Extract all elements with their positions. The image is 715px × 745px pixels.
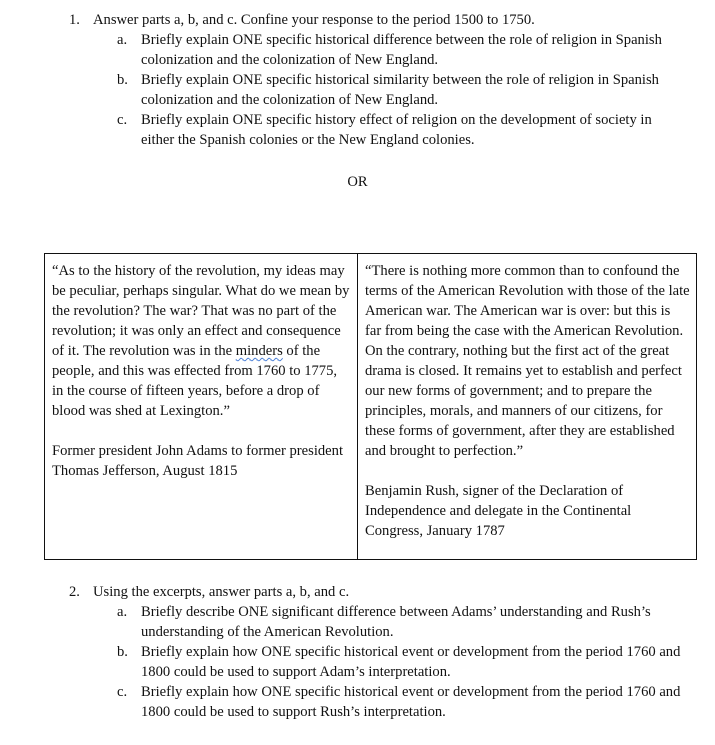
part-label: a. (117, 32, 128, 48)
part-text: Briefly explain how ONE specific historical event or development from the period 1760 and 1800 could be used to support Rush’s interpretation. (141, 684, 681, 720)
question-1-part-c (0, 110, 715, 150)
question-2-part-a (0, 602, 715, 642)
spellcheck-flagged-word[interactable]: minders (235, 343, 283, 359)
part-text: Briefly explain how ONE specific historical event or development from the period 1760 and 1800 could be used to support Adam’s interpretation. (141, 644, 681, 680)
excerpts-table (44, 253, 697, 560)
question-1-prompt (0, 10, 715, 30)
question-2 (0, 582, 715, 722)
part-text: Briefly explain ONE specific historical similarity between the role of religion in Spanish colonization and the colonization of New England. (141, 72, 659, 108)
quote-text: “As to the history of the revolution, my ideas may be peculiar, perhaps singular. What do we mean by the revolution? The war? That was no part of the revolution; it was only an effect and consequence of it. The revolution was in the (52, 263, 350, 359)
question-1-part-a (0, 30, 715, 70)
part-text: Briefly explain ONE specific history effect of religion on the development of society in either the Spanish colonies or the New England colonies. (141, 112, 652, 148)
question-2-prompt (0, 582, 715, 602)
question-number: 2. (69, 584, 80, 600)
part-label: b. (117, 72, 128, 88)
or-separator: OR (347, 174, 368, 190)
question-1-part-b (0, 70, 715, 110)
rush-excerpt-cell (358, 254, 696, 559)
question-1 (0, 10, 715, 150)
question-2-part-c (0, 682, 715, 722)
part-label: c. (117, 112, 128, 128)
part-label: c. (117, 684, 128, 700)
part-label: b. (117, 644, 128, 660)
part-text: Briefly explain ONE specific historical difference between the role of religion in Spanish colonization and the colonization of New England. (141, 32, 662, 68)
question-number: 1. (69, 12, 80, 28)
rush-attribution: Benjamin Rush, signer of the Declaration of Independence and delegate in the Continental Congress, January 1787 (365, 483, 632, 539)
question-text: Answer parts a, b, and c. Confine your response to the period 1500 to 1750. (93, 12, 535, 28)
rush-quote: “There is nothing more common than to confound the terms of the American Revolution with those of the late American war. The American war is over: but this is far from being the case with the American Revolution. On the contrary, nothing but the first act of the great drama is closed. It remains yet to establish and perfect our new forms of government; and to prepare the principles, morals, and manners of our citizens, for these forms of government, after they are established and brought to perfection.” (365, 263, 690, 459)
quote-text: of the people, and this was effected from 1760 to 1775, in the course of fifteen years, before a drop of blood was shed at Lexington.” (52, 343, 338, 419)
part-label: a. (117, 604, 128, 620)
adams-excerpt-cell (45, 254, 358, 559)
adams-quote (52, 261, 351, 421)
part-text: Briefly describe ONE significant difference between Adams’ understanding and Rush’s understanding of the American Revolution. (141, 604, 651, 640)
question-text: Using the excerpts, answer parts a, b, and c. (93, 584, 350, 600)
question-2-part-b (0, 642, 715, 682)
adams-attribution: Former president John Adams to former president Thomas Jefferson, August 1815 (52, 443, 344, 479)
